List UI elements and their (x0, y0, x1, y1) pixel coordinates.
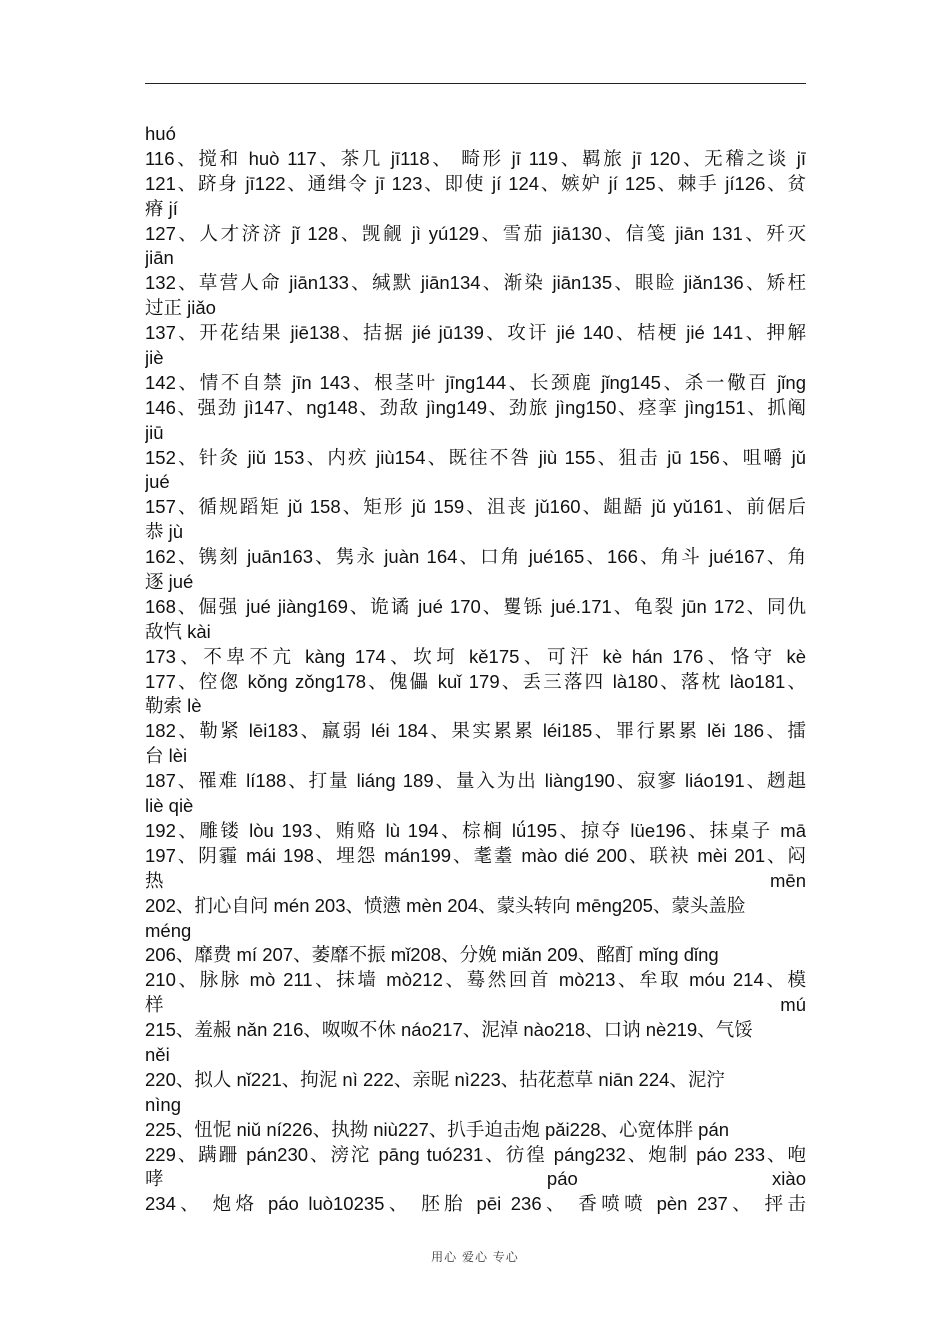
text-line: 162、镌刻 juān163、隽永 juàn 164、口角 jué165、166、角斗 jué167、角 (145, 546, 806, 568)
text-line: 热 mēn (145, 869, 806, 891)
text-line: 173、不卑不亢 kàng 174、坎坷 kě175、可汗 kè hán 176、恪守 kè (145, 645, 806, 667)
text-line: jiān (145, 247, 174, 269)
text-line: 210、脉脉 mò 211、抹墙 mò212、蓦然回首 mò213、牟取 móu 214、模 (145, 969, 806, 991)
text-line: 137、开花结果 jiē138、拮据 jié jū139、攻讦 jié 140、桔梗 jié 141、押解 (145, 322, 806, 344)
text-line: 152、针灸 jiǔ 153、内疚 jiù154、既往不咎 jiù 155、狙击 jū 156、咀嚼 jǔ (145, 446, 806, 468)
text-line: 187、罹难 lí188、打量 liáng 189、量入为出 liàng190、寂寥 liáo191、趔趄 (145, 770, 806, 792)
text-line: nìng (145, 1093, 182, 1115)
text-line: 202、扪心自问 mén 203、愤懑 mèn 204、蒙头转向 mēng205、蒙头盖脸 (145, 894, 746, 916)
text-line: liè qiè (145, 795, 194, 817)
text-line: 206、靡费 mí 207、萎靡不振 mǐ208、分娩 miǎn 209、酩酊 mǐng dǐng (145, 944, 719, 966)
document-body (145, 122, 806, 1217)
header-rule (145, 83, 806, 84)
text-line: 192、雕镂 lòu 193、贿赂 lù 194、棕榈 lǘ195、掠夺 lüe196、抹桌子 mā (145, 819, 806, 841)
text-line: 234、 炮烙 páo luò10235、 胚胎 pēi 236、 香喷喷 pèn 237、 抨击 (145, 1193, 806, 1215)
text-line: 132、草营人命 jiān133、缄默 jiān134、渐染 jiān135、眼睑 jiǎn136、矫枉 (145, 272, 806, 294)
text-line: 恭 jù (145, 521, 184, 543)
text-line: jué (145, 471, 170, 493)
text-line: 116、搅和 huò 117、茶几 jī118、 畸形 jī 119、羁旅 jī 120、无稽之谈 jī (145, 147, 806, 169)
text-line: 182、勒紧 lēi183、羸弱 léi 184、果实累累 léi185、罪行累累 lěi 186、擂 (145, 720, 806, 742)
text-line: 215、羞赧 nǎn 216、呶呶不休 náo217、泥淖 nào218、口讷 nè219、气馁 (145, 1019, 753, 1041)
text-line: huó (145, 123, 176, 144)
text-line: 121、跻身 jī122、通缉令 jī 123、即使 jí 124、嫉妒 jí 125、棘手 jí126、贫 (145, 172, 806, 194)
text-line: 168、倔强 jué jiàng169、诡谲 jué 170、矍铄 jué.171、龟裂 jūn 172、同仇 (145, 595, 806, 617)
text-line: 197、阴霾 mái 198、埋怨 mán199、耄耋 mào dié 200、联袂 mèi 201、闷 (145, 844, 806, 866)
text-line: 127、人才济济 jǐ 128、觊觎 jì yú129、雪茄 jiā130、信笺 jiān 131、歼灭 (145, 222, 806, 244)
text-line: 台 lèi (145, 745, 188, 767)
text-line: 177、倥偬 kǒng zǒng178、傀儡 kuǐ 179、丢三落四 là180、落枕 lào181、 (145, 670, 806, 692)
text-line: 146、强劲 jì147、ng148、劲敌 jìng149、劲旅 jìng150、痉挛 jìng151、抓阄 (145, 396, 806, 418)
text-line: něi (145, 1043, 170, 1065)
text-line: 瘠 jí (145, 197, 178, 219)
text-line: 敌忾 kài (145, 620, 211, 642)
text-line: 过正 jiǎo (145, 297, 216, 319)
text-line: 229、蹒跚 pán230、滂沱 pāng tuó231、彷徨 páng232、炮制 páo 233、咆 (145, 1143, 806, 1165)
text-line: 逐 jué (145, 571, 194, 593)
text-line: 哮 páo xiào (145, 1168, 806, 1190)
text-line: jiū (145, 421, 164, 443)
text-line: 225、忸怩 niǔ ní226、执拗 niù227、扒手迫击炮 pǎi228、心宽体胖 pán (145, 1118, 730, 1140)
text-line: jiè (145, 347, 164, 369)
text-line: 157、循规蹈矩 jǔ 158、矩形 jǔ 159、沮丧 jǔ160、龃龉 jǔ yǔ161、前倨后 (145, 496, 806, 518)
text-line: 220、拟人 nǐ221、拘泥 nì 222、亲昵 nì223、拈花惹草 niān 224、泥泞 (145, 1068, 725, 1090)
text-line: méng (145, 919, 192, 941)
text-line: 勒索 lè (145, 695, 202, 717)
page-footer: 用心 爱心 专心 (431, 1250, 519, 1264)
text-line: 样 mú (145, 994, 806, 1016)
text-line: 142、情不自禁 jīn 143、根茎叶 jīng144、长颈鹿 jǐng145、杀一儆百 jǐng (145, 371, 806, 393)
